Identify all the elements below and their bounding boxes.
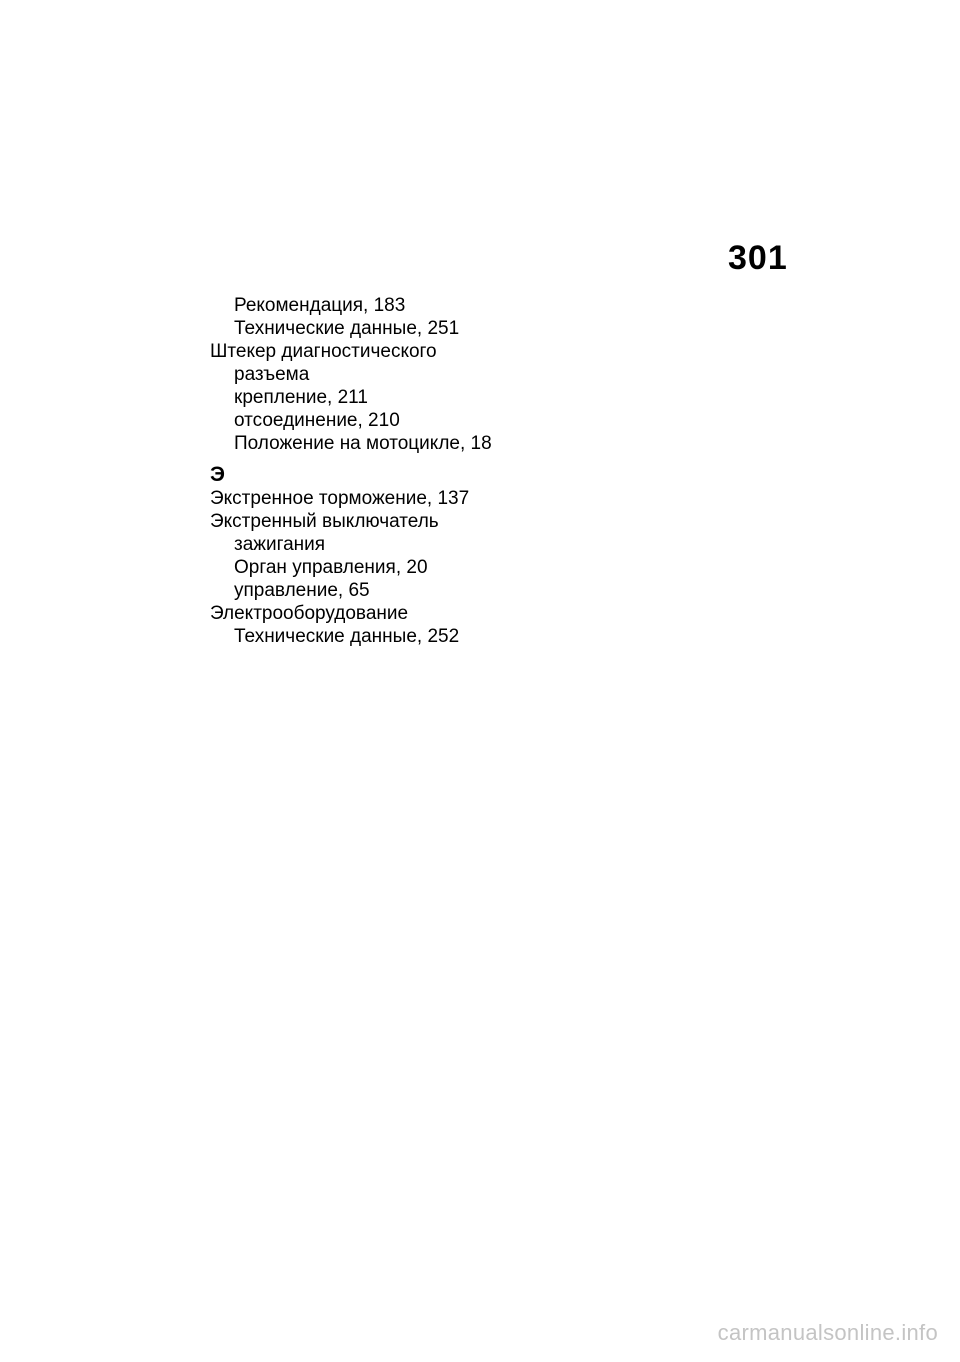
index-line: зажигания: [234, 534, 326, 555]
index-line: разъема: [234, 364, 310, 385]
watermark: carmanualsonline.info: [717, 1320, 938, 1345]
index-line: Рекомендация, 183: [234, 295, 406, 316]
index-line: Положение на мотоцикле, 18: [234, 433, 492, 454]
section-letter: Э: [210, 463, 225, 486]
index-line: крепление, 211: [234, 387, 368, 408]
index-line: Электрооборудование: [210, 603, 409, 624]
index-line: Технические данные, 251: [234, 318, 460, 339]
index-line: Штекер диагностического: [210, 341, 437, 362]
index-line: отсоединение, 210: [234, 410, 400, 431]
index-column: [210, 294, 570, 648]
index-line: Экстренный выключатель: [210, 511, 439, 532]
index-line: Экстренное торможение, 137: [210, 488, 470, 509]
page-number: 301: [728, 239, 788, 277]
index-line: управление, 65: [234, 580, 370, 601]
index-line: Технические данные, 252: [234, 626, 460, 647]
index-line: Орган управления, 20: [234, 557, 428, 578]
